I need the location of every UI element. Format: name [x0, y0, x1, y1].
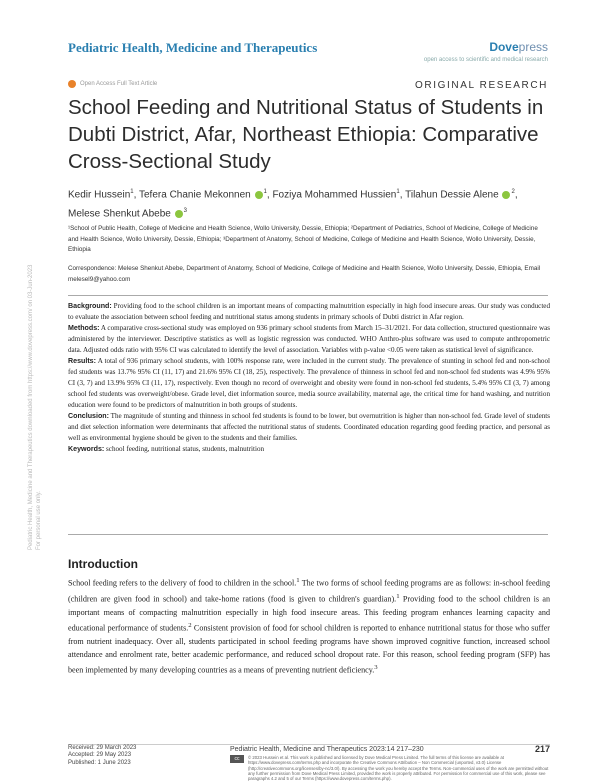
abstract-results: A total of 936 primary school students, with 100% response rate, were included in the current study. The prevalence of stunting in school fed and non-school fed students was 13.7% 95% CI (11, 17) and 21.6% 95% CI (18, 25), respectively. The prevalence of thinness in school fed and non-school fed students was 4.9% 95% CI (3, 7) and 13.9% 95% CI (11, 17), respectively. Even though no record of overweight and obesity were found in non-school fed students, 5.4% 95% CI (3, 7) among school fed students was overweight/obese. Grade level, diet information source, media source availability, maternal age, the critical time for hand washing, and nutrition education were found to be predictors of malnutrition in both groups of students. — [68, 357, 550, 409]
footer-divider — [68, 744, 550, 745]
abstract-background: Providing food to the school children is an important means of compacting malnutrition especially in high food insecure areas. Our study was conducted to evaluate the association between school feeding and nutritional status among students in primary schools of Dubti district in Afar region. — [68, 302, 550, 321]
open-access-label — [68, 80, 157, 88]
paper-title: School Feeding and Nutritional Status of Students in Dubti District, Afar, Northeast Ethiopia: Comparative Cross-Sectional Study — [68, 96, 544, 173]
abstract-conclusion: The magnitude of stunting and thinness in school fed students is found to be lower, but overnutrition is higher than non-school fed. Grade level of students and diet selection information were determinants that affected the nutritional status of students. Coordinated education regarding good feeding practice, and personal as well as environmental hygiene should be given to the students and their families. — [68, 412, 550, 442]
received-date: Received: 29 March 2023 — [68, 745, 137, 751]
publication-dates — [68, 745, 136, 767]
author-name: Tefera Chanie Mekonnen — [139, 189, 251, 201]
introduction-body — [68, 574, 550, 677]
author-affiliation-number: 1 — [396, 189, 400, 195]
citation-ref[interactable]: 1 — [296, 577, 300, 584]
author-name: Kedir Hussein — [68, 189, 131, 201]
publisher-logo-part-b: press — [518, 40, 548, 54]
section-heading: Introduction — [68, 557, 138, 571]
author-affiliation-number: 1 — [263, 189, 267, 195]
published-date: Published: 1 June 2023 — [68, 759, 131, 766]
divider — [68, 295, 548, 296]
accepted-date: Accepted: 29 May 2023 — [68, 752, 132, 759]
watermark-line: Pediatric Health, Medicine and Therapeutics downloaded from https://www.dovepress.com/ on 03-Jun-2023 — [28, 264, 34, 550]
download-watermark — [22, 150, 52, 550]
divider — [68, 534, 548, 535]
affiliations: ¹School of Public Health, College of Medicine and Health Science, Wollo University, Dessie, Ethiopia; ²Department of Pediatrics, School of Medicine, College of Medicine and Health Science, Wollo University, Dessie, Ethiopia; ³Department of Anatomy, School of Medicine, College of Medicine and Health Science, Wollo University, Dessie, Ethiopia — [68, 225, 538, 253]
author-affiliation-number: 1 — [130, 189, 134, 195]
abstract-label-conclusion: Conclusion: — [68, 412, 109, 420]
citation-ref[interactable]: 1 — [396, 592, 400, 600]
intro-text: Consistent provision of food for school children is reported to enhance nutritional status for those who suffer from nutrient inadequacy. Over all, students participated in school feeding programs have shown improved cognitive function, increased school attendance and enrolment rate, better academic performance, and reduced school dropout rate. For this reason, school feeding program (SFP) has been implemented by many developing countries as a means of preventing nutrient deficiency. — [68, 623, 550, 675]
abstract-label-methods: Methods: — [68, 324, 100, 332]
journal-title: Pediatric Health, Medicine and Therapeutics — [68, 40, 318, 55]
open-access-text: Open Access Full Text Article — [80, 81, 158, 87]
author-name: Melese Shenkut Abebe — [68, 208, 171, 220]
abstract-keywords: school feeding, nutritional status, students, malnutrition — [106, 445, 265, 453]
cc-license-badge[interactable]: cc — [230, 755, 244, 763]
citation-ref[interactable]: 2 — [188, 621, 192, 629]
orcid-icon[interactable] — [175, 210, 183, 218]
open-access-icon — [68, 80, 76, 88]
author-affiliation-number: 2 — [511, 189, 515, 195]
author-list: Kedir Hussein$^1$, Tefera Chanie Mekonnen $^1$, Foziya Mohammed Hussien$^1$, Tilahun Dessie Alene $^2$, Melese Shenkut Abebe $^3$ — [68, 189, 518, 220]
citation-ref[interactable]: 3 — [374, 664, 378, 672]
page-number: 217 — [534, 744, 550, 754]
abstract-label-keywords: Keywords: — [68, 445, 105, 453]
author-name: Tilahun Dessie Alene — [405, 189, 499, 201]
intro-text: The two forms of school feeding programs are as follows: in-school feeding (children are given food in school) and take-home rations (food is given to children's guardian). — [68, 578, 551, 604]
intro-text: Providing food to the school children is an important means of compacting malnutrition especially in high food insecure areas. This feeding program enhances learning capacity and educational performance of students. — [68, 594, 550, 633]
orcid-icon[interactable] — [502, 191, 510, 199]
orcid-icon[interactable] — [255, 191, 263, 199]
publisher-tagline: open access to scientific and medical research — [423, 57, 548, 63]
publisher-logo — [489, 40, 548, 54]
abstract-methods: A comparative cross-sectional study was employed on 936 primary school students from March 15–31/2021. For data collection, structured questionnaire was administered by the interviewer. Descriptive statistics as well as logistic regression was conducted. WHO Anthro-plus software was used to compute anthropometric data. Adjusted odds ratio with 95% CI was calculated to identify the level of association. Variables with p-value <0.05 were taken as statistical level of significance. — [68, 324, 550, 354]
author-name: Foziya Mohammed Hussien — [272, 189, 397, 201]
article-type: ORIGINAL RESEARCH — [415, 80, 548, 91]
abstract-label-results: Results: — [68, 357, 96, 365]
author-affiliation-number: 3 — [183, 208, 187, 215]
journal-citation: Pediatric Health, Medicine and Therapeutics 2023:14 217–230 — [230, 746, 424, 753]
watermark-line: For personal use only. — [36, 491, 42, 550]
license-text: © 2023 Hussein et al. This work is published and licensed by Dove Medical Press Limited. The full terms of this license are available at https://www.dovepress.com/terms.php and incorporate the Creative Commons Attribution – Non Commercial (unported, v3.0) License (http://creativecommons.org/licenses/by-nc/3.0/). By accessing the work you hereby accept the Terms. Non-commercial uses of the work are permitted without any further permission from Dove Medical Press Limited, provided the work is properly attributed. For permission for commercial use of this work, please see paragraphs 4.2 and 5 of our Terms (https://www.dovepress.com/terms.php). — [248, 755, 549, 781]
abstract-label-background: Background: — [68, 302, 112, 310]
abstract — [68, 301, 550, 455]
correspondence: Correspondence: Melese Shenkut Abebe, Department of Anatomy, School of Medicine, College of Medicine and Health Science, Wollo University, Dessie, Ethiopia, Email melesel9@yahoo.com — [68, 265, 541, 283]
publisher-logo-part-a: Dove — [489, 40, 519, 54]
intro-text: School feeding refers to the delivery of food to children in the school. — [68, 578, 297, 588]
